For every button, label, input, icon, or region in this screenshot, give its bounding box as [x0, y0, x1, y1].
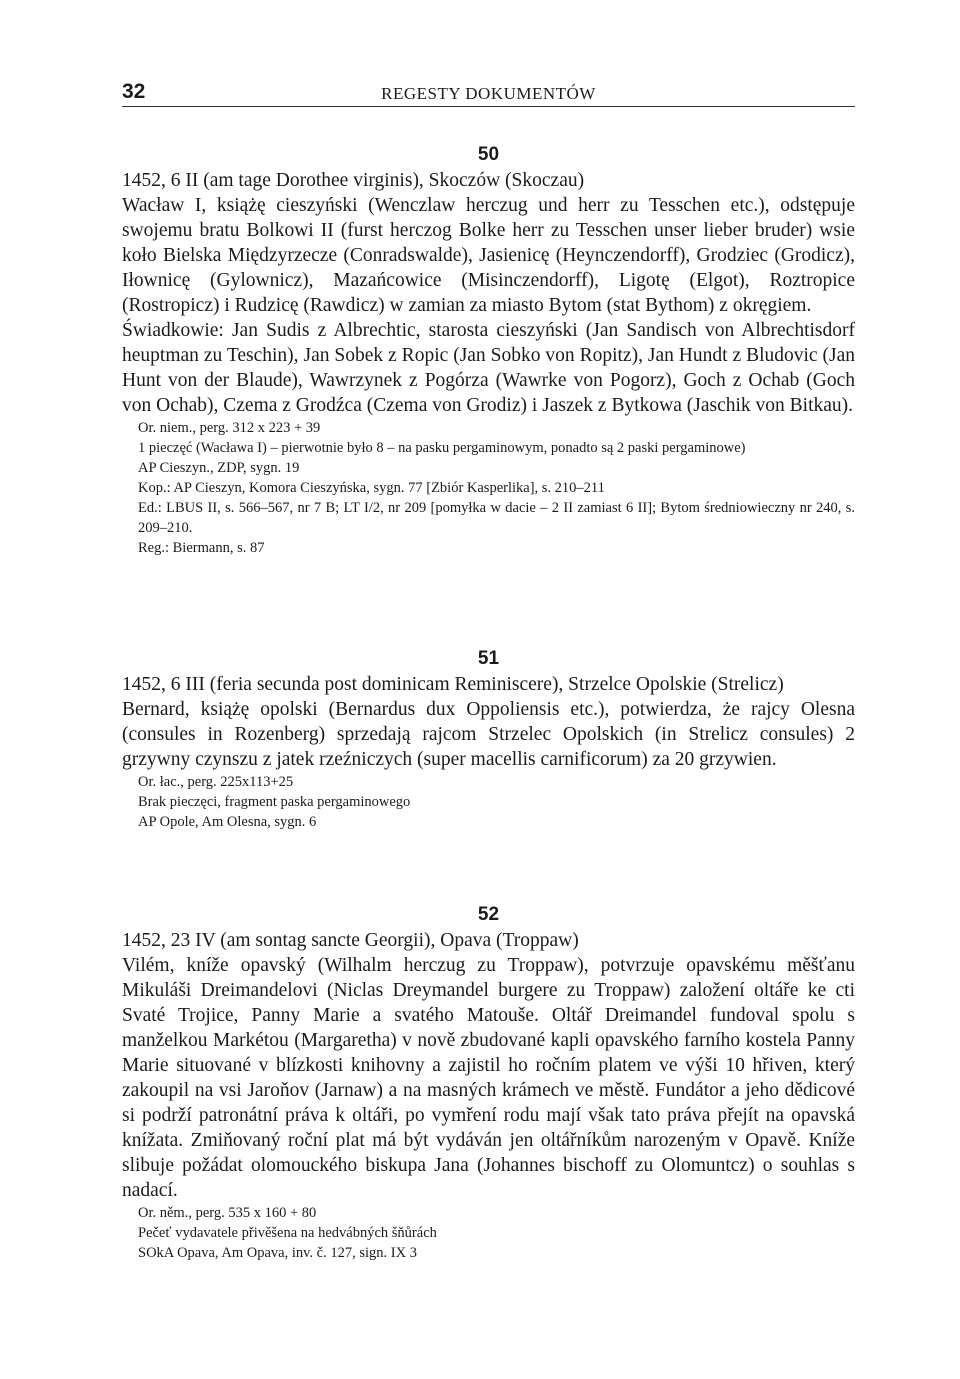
- entry-paragraph: Bernard, książę opolski (Bernardus dux Oppoliensis etc.), potwierdza, że rajcy Olesna (consules in Rozenberg) sprzedają rajcom Strzelec Opolskich (in Strelicz consules) 2 grzywny czynszu z jatek rzeźniczych (super macellis carnificorum) za 20 grzywien.: [122, 699, 855, 770]
- entry-paragraph: Świadkowie: Jan Sudis z Albrechtic, starosta cieszyński (Jan Sandisch von Albrechtisdorf heuptman zu Teschin), Jan Sobek z Ropic (Jan Sobko von Ropitz), Jan Hundt z Bludovic (Jan Hunt von der Blaude), Wawrzynek z Pogórza (Wawrke von Pogorz), Goch z Ochab (Goch von Ochab), Czema z Grodźca (Czema von Grodiz) i Jaszek z Bytkowa (Jaschik von Bitkau).: [122, 320, 855, 416]
- note-original: Or. niem., perg. 312 x 223 + 39: [138, 420, 321, 436]
- note-edition: Ed.: LBUS II, s. 566–567, nr 7 B; LT I/2, nr 209 [pomyłka w dacie – 2 II zamiast 6 II]; Bytom średniowieczny nr 240, s. 209–210.: [138, 500, 855, 536]
- entry-number: 52: [477, 904, 500, 925]
- entry-notes: [122, 418, 855, 558]
- regest-entry-51: [122, 646, 855, 832]
- note-regest: Reg.: Biermann, s. 87: [138, 540, 265, 556]
- note-original: Or. łac., perg. 225x113+25: [138, 774, 294, 790]
- note-seal: Brak pieczęci, fragment paska pergaminowego: [138, 794, 411, 810]
- running-title: REGESTY DOKUMENTÓW: [381, 84, 596, 103]
- entry-notes: [122, 772, 855, 832]
- regest-entry-52: [122, 902, 855, 1263]
- page-number: 32: [122, 80, 146, 103]
- note-seal: 1 pieczęć (Wacława I) – pierwotnie było 8 – na pasku pergaminowym, ponadto są 2 paski pergaminowe): [138, 440, 746, 456]
- note-seal: Pečeť vydavatele přivěšena na hedvábných šňůrách: [138, 1225, 437, 1241]
- note-archive: AP Opole, Am Olesna, sygn. 6: [138, 814, 317, 830]
- note-archive: AP Cieszyn., ZDP, sygn. 19: [138, 460, 300, 476]
- running-head: [122, 80, 855, 107]
- entry-heading: 1452, 6 II (am tage Dorothee virginis), Skoczów (Skoczau): [122, 170, 585, 191]
- entry-number: 51: [477, 648, 500, 669]
- entry-paragraph: Wacław I, książę cieszyński (Wenczlaw herczug und herr zu Tesschen etc.), odstępuje swojemu bratu Bolkowi II (furst herczog Bolke herr zu Tesschen unser lieber bruder) wsie koło Bielska Międzyrzecze (Conradswalde), Jasienicę (Heynczendorff), Grodziec (Grodicz), Iłownicę (Gylownicz), Mazańcowice (Misinczendorff), Ligotę (Elgot), Roztropice (Rostropicz) i Rudzicę (Rawdicz) w zamian za miasto Bytom (stat Bythom) z okręgiem.: [122, 195, 855, 316]
- entry-number: 50: [477, 144, 500, 165]
- note-original: Or. něm., perg. 535 x 160 + 80: [138, 1205, 317, 1221]
- entry-notes: [122, 1203, 855, 1263]
- entry-heading: 1452, 6 III (feria secunda post dominicam Reminiscere), Strzelce Opolskie (Strelicz): [122, 674, 784, 695]
- note-archive: SOkA Opava, Am Opava, inv. č. 127, sign. IX 3: [138, 1245, 417, 1261]
- entry-heading: 1452, 23 IV (am sontag sancte Georgii), Opava (Troppaw): [122, 930, 579, 951]
- regest-entry-50: [122, 142, 855, 558]
- note-copy: Kop.: AP Cieszyn, Komora Cieszyńska, sygn. 77 [Zbiór Kasperlika], s. 210–211: [138, 480, 605, 496]
- entry-paragraph: Vilém, kníže opavský (Wilhalm herczug zu Troppaw), potvrzuje opavskému měšťanu Mikuláši Dreimandelovi (Niclas Dreymandel burgere zu Troppaw) založení oltáře ke cti Svaté Trojice, Panny Marie a svatého Matouše. Oltář Dreimandel fundoval spolu s manželkou Markétou (Margaretha) v nově zbudované kapli opavského farního kostela Panny Marie situované v blízkosti knihovny a zajistil ho ročním platem ve výši 10 hřiven, který zakoupil na vsi Jaroňov (Jarnaw) a na masných krámech ve městě. Fundátor a jeho dědicové si podrží patronátní práva k oltáři, po vymření rodu mají však tato práva přejít na opavská knížata. Zmiňovaný roční plat má být vydáván jen oltářníkům narozeným v Opavě. Kníže slibuje požádat olomouckého biskupa Jana (Johannes bischoff zu Olomuntcz) o souhlas s nadací.: [122, 955, 855, 1201]
